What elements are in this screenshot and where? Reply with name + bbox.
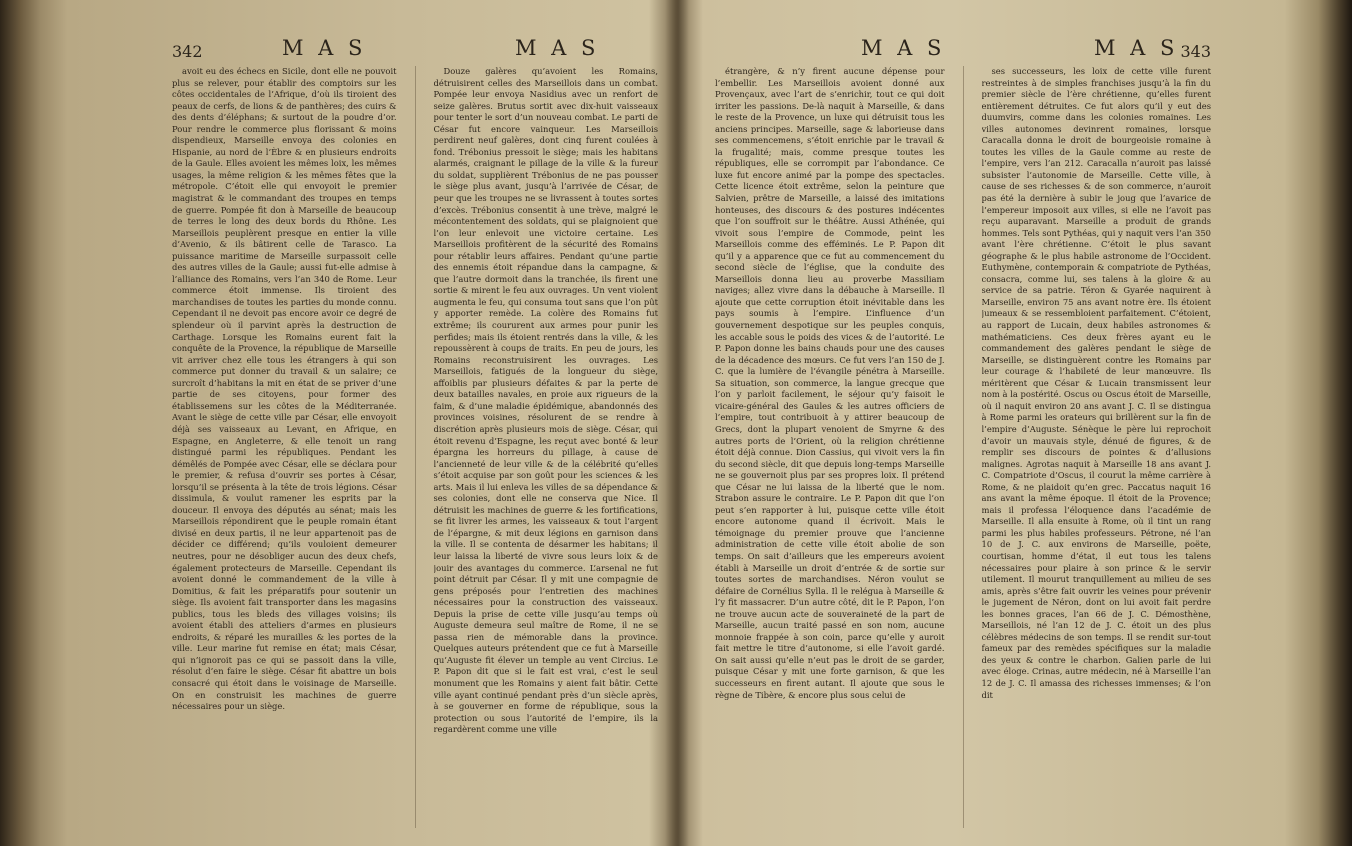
right-column-2-text: ses successeurs, les loix de cette ville furent restreintes à de simples franchises jusqu’à la fin du premier siècle de l’ère chrétienne, qu’elles furent entièrement détruites. Ce fut alors qu’il y eut des duumvirs, comme dans les colonies romaines. Les villes autonomes devinrent romaines, lorsque Caracalla donna le droit de bourgeoisie romaine à toutes les villes de la Gaule comme au reste de l’empire, vers l’an 212. Caracalla n’auroit pas laissé subsister l’autonomie de Marseille. Cette ville, à cause de ses richesses & de son commerce, n’auroit pas été la dernière à subir le joug que l’avarice de l’empereur imposoit aux villes, si elle ne l’avoit pas reçu auparavant. Marseille a produit de grands hommes. Tels sont Pythéas, qui y naquit vers l’an 350 avant l’ère chrétienne. C’étoit le plus savant géographe & le plus habile astronome de l’Occident. Euthymène, contemporain & compatriote de Pythéas, consacra, comme lui, ses talens à la gloire & au service de sa patrie. Téron & Gyarée naquirent à Marseille, environ 75 ans avant notre ère. Ils étoient jumeaux & se ressembloient parfaitement. C’étoient, au rapport de Lucain, deux habiles astronomes & mathématiciens. Ces deux frères ayant eu le commandement des galères pendant le siège de Marseille, se distinguèrent contre les Romains par leur courage & l’habileté de leur manœuvre. Ils méritèrent que César & Lucain transmissent leur nom à la postérité. Oscus ou Oscus étoit de Marseille, où il naquit environ 20 ans avant J. C. Il se distingua à Rome parmi les orateurs qui brillèrent sur la fin de l’empire d’Auguste. Sénèque le père lui reprochoit d’avoir un mauvais style, dénué de figures, & de remplir ses discours de pointes & d’allusions malignes. Agrotas naquit à Marseille 18 ans avant J. C. Compatriote d’Oscus, il courut la même carrière à Rome, & ne plaidoit qu’en grec. Paccatus naquit 16 ans avant la même époque. Il étoit de la Provence; mais il professa l’éloquence dans l’académie de Marseille. Il alla ensuite à Rome, où il tint un rang parmi les plus habiles professeurs. Pétrone, né l’an 10 de J. C. aux environs de Marseille, poëte, courtisan, homme d’état, il eut tous les talens nécessaires pour plaire à son prince & le servir utilement. Il mourut tranquillement au milieu de ses amis, après s’être fait ouvrir les veines pour prévenir le jugement de Néron, dont on lui avoit fait perdre les bonnes graces, l’an 66 de J. C. Démosthène, Marseillois, né l’an 12 de J. C. étoit un des plus célèbres médecins de son temps. Il se rendit sur-tout fameux par des remèdes spécifiques sur la maladie des yeux & contre le charbon. Galien parle de lui avec éloge. Crinas, autre médecin, né à Marseille l’an 12 de J. C. Il amassa des richesses immenses; & l’on dit [981, 66, 1211, 700]
left-column-1-text: avoit eu des échecs en Sicile, dont elle ne pouvoit plus se relever, pour établir des comptoirs sur les côtes occidentales de l’Afrique, d’où ils tiroient des peaux de cerfs, de lions & de panthères; des cuirs & des dents d’éléphans; & surtout de la poudre d’or. Pour rendre le commerce plus florissant & moins dispendieux, Marseille envoya des colonies en Hispanie, au nord de l’Èbre & en plusieurs endroits de la Gaule. Elles avoient les mêmes loix, les mêmes usages, la même religion & les mêmes fêtes que la métropole. C’étoit elle qui envoyoit le premier magistrat & le commandant des troupes en temps de guerre. Pompée fit don à Marseille de beaucoup de terres le long des deux bords du Rhône. Les Marseillois peuplèrent presque en entier la ville d’Avenio, & ils bâtirent celle de Tarasco. La puissance maritime de Marseille surpassoit celle des autres villes de la Gaule; aussi fut-elle admise à l’alliance des Romains, vers l’an 340 de Rome. Leur commerce étoit immense. Ils tiroient des marchandises de toutes les parties du monde connu. Cependant il ne devoit pas encore avoir ce degré de splendeur où il parvint après la destruction de Carthage. Lorsque les Romains eurent fait la conquête de la Provence, la république de Marseille vit arriver chez elle tous les étrangers à qui son commerce put donner du travail & un salaire; ce surcroît d’habitans la mit en état de se priver d’une partie de ses citoyens, pour former des établissemens sur les côtes de la Méditerranée. Avant le siège de cette ville par César, elle envoyoit déjà ses vaisseaux au Levant, en Afrique, en Espagne, en Angleterre, & elle tenoit un rang distingué parmi les républiques. Pendant les démêlés de Pompée avec César, elle se déclara pour le premier, & refusa d’ouvrir ses portes à César, lorsqu’il se présenta à la tête de trois légions. César dissimula, & voulut ramener les esprits par la douceur. Il envoya des députés au sénat; mais les Marseillois répondirent que le peuple romain étant divisé en deux partis, il ne leur appartenoit pas de décider ce différend; qu’ils vouloient demeurer neutres, pour ne désobliger aucun des deux chefs, également protecteurs de Marseille. Cependant ils avoient donné le commandement de la ville à Domitius, & fait les préparatifs pour soutenir un siège. Ils avoient fait transporter dans les magasins publics, tous les bleds des villages voisins; ils avoient établi des atteliers d’armes en plusieurs endroits, & réparé les murailles & les portes de la ville. Leur marine fut remise en état; mais César, qui n’ignoroit pas ce qui se passoit dans la ville, résolut d’en faire le siège. César fit abattre un bois consacré qui étoit dans le voisinage de Marseille. On en construisit les machines de guerre nécessaires pour un siège. [172, 66, 397, 712]
left-head-word-1: M A S [282, 36, 367, 60]
left-columns [172, 66, 658, 828]
right-column-rule [963, 66, 964, 828]
left-column-rule [415, 66, 416, 828]
right-column-1 [715, 66, 945, 828]
left-head-word-2: M A S [515, 36, 600, 60]
right-column-1-text: étrangère, & n’y firent aucune dépense pour l’embellir. Les Marseillois avoient donné aux Provençaux, avec l’art de s’enrichir, tout ce qui doit irriter les passions. De-là naquit à Marseille, & dans le reste de la Provence, un luxe qui détruisit tous les anciens principes. Marseille, sage & laborieuse dans ses commencemens, s’étoit enrichie par le travail & la frugalité; mais, comme presque toutes les républiques, elle se corrompit par l’abondance. Ce luxe fut encore animé par la pompe des spectacles. Cette licence étoit extrême, selon la peinture que Salvien, prêtre de Marseille, a laissé des imitations honteuses, des discours & des postures indécentes que l’on souffroit sur le théâtre. Aussi Athénée, qui vivoit sous l’empire de Commode, peint les Marseillois comme des efféminés. Le P. Papon dit qu’il y a apparence que ce fut au commencement du second siècle de l’église, que la conduite des Marseillois donna lieu au proverbe Massiliam naviges; allez vivre dans la débauche à Marseille. Il ajoute que cette corruption étoit inévitable dans les pays soumis à l’empire. L’influence d’un gouvernement despotique sur les peuples conquis, les accable sous le poids des vices & de l’autorité. Le P. Papon donne les bains chauds pour une des causes de la décadence des mœurs. Ce fut vers l’an 150 de J. C. que la lumière de l’évangile pénétra à Marseille. Sa situation, son commerce, la langue grecque que l’on y parloit facilement, le séjour qu’y faisoit le vicaire-général des Gaules & les autres officiers de l’empire, tout contribuoit à y attirer beaucoup de Grecs, dont la plupart venoient de Smyrne & des autres ports de l’Orient, où la religion chrétienne étoit déjà connue. Dion Cassius, qui vivoit vers la fin du second siècle, dit que depuis long-temps Marseille ne se gouvernoit plus par ses propres loix. Il prétend que César ne lui laissa de la liberté que le nom. Strabon assure le contraire. Le P. Papon dit que l’on peut s’en rapporter à lui, puisque cette ville étoit encore autonome quand il écrivoit. Mais le témoignage du premier prouve que l’ancienne administration de cette ville étoit abolie de son temps. On sait d’ailleurs que les empereurs avoient établi à Marseille un droit d’entrée & de sortie sur toutes sortes de marchandises. Néron voulut se défaire de Cornélius Sylla. Il le relégua à Marseille & l’y fit massacrer. D’un autre côté, dit le P. Papon, l’on ne trouve aucun acte de souveraineté de la part de Marseille, aucun traité passé en son nom, aucune monnoie frappée à son coin, parce qu’elle y auroit fait mettre le titre d’autonome, si elle l’avoit gardé. On sait aussi qu’elle n’eut pas le droit de se garder, puisque César y mit une forte garnison, & que les successeurs en firent autant. Il ajoute que sous le règne de Tibère, & encore plus sous celui de [715, 66, 945, 700]
right-column-2 [982, 66, 1212, 828]
right-head-word-1: M A S [861, 36, 946, 60]
right-page [693, 24, 1233, 836]
right-columns [715, 66, 1211, 828]
left-page-number: 342 [172, 42, 203, 61]
left-running-head [150, 24, 680, 64]
left-page [150, 24, 680, 836]
right-page-number: 343 [1180, 42, 1211, 61]
left-column-1 [172, 66, 397, 828]
left-column-2-text: Douze galères qu’avoient les Romains, détruisirent celles des Marseillois dans un combat. Pompée leur envoya Nasidius avec un renfort de seize galères. Brutus sortit avec dix-huit vaisseaux pour tenter le sort d’un nouveau combat. Le parti de César fut encore vainqueur. Les Marseillois perdirent neuf galères, dont cinq furent coulées à fond. Trébonius pressoit le siège; mais les habitans alarmés, craignant le pillage de la ville & la fureur du soldat, supplièrent Trébonius de ne pas pousser le siège plus avant, jusqu’à l’arrivée de César, de peur que les troupes ne se livrassent à toutes sortes d’excès. Trébonius consentit à une trève, malgré le mécontentement des soldats, qui se plaignoient que l’on leur enlevoit une victoire certaine. Les Marseillois profitèrent de la sécurité des Romains pour rétablir leurs affaires. Pendant qu’une partie des ennemis étoit répandue dans la campagne, & que l’autre dormoit dans la tranchée, ils firent une sortie & mirent le feu aux ouvrages. Un vent violent augmenta le feu, qui consuma tout sans que l’on pût y apporter remède. La colère des Romains fut extrême; ils coururent aux armes pour punir les perfides; mais ils étoient rentrés dans la ville, & les repoussèrent à coups de traits. En peu de jours, les Romains reconstruisirent les ouvrages. Les Marseillois, fatigués de la longueur du siège, affoiblis par plusieurs défaites & par la perte de deux batailles navales, en proie aux rigueurs de la faim, & d’une maladie épidémique, abandonnés des provinces voisines, résolurent de se rendre à discrétion après plusieurs mois de siège. César, qui étoit revenu d’Espagne, les reçut avec bonté & leur épargna les horreurs du pillage, à cause de l’ancienneté de leur ville & de la célébrité qu’elles s’étoit acquise par son goût pour les sciences & les arts. Mais il lui enleva les villes de sa dépendance & ses colonies, dont elle ne conserva que Nice. Il détruisit les machines de guerre & les fortifications, se fit livrer les armes, les vaisseaux & tout l’argent de l’épargne, & mit deux légions en garnison dans la ville. Il se contenta de désarmer les habitans; il leur laissa la liberté de vivre sous leurs loix & de jouir des avantages du commerce. L’arsenal ne fut point détruit par César. Il y mit une compagnie de gens préposés pour l’entretien des machines nécessaires pour la construction des vaisseaux. Depuis la prise de cette ville jusqu’au temps où Auguste demeura seul maître de Rome, il ne se passa rien de mémorable dans la province. Quelques auteurs prétendent que ce fut à Marseille qu’Auguste fit élever un temple au vent Circius. Le P. Papon dit que si le fait est vrai, c’est le seul monument que les Romains y aient fait bâtir. Cette ville ayant continué pendant près d’un siècle après, à se gouverner en forme de république, sous la protection ou sous l’autorité de l’empire, ils la regardèrent comme une ville [433, 66, 658, 735]
left-column-2 [434, 66, 659, 828]
right-running-head [693, 24, 1233, 64]
right-head-word-2: M A S [1094, 36, 1179, 60]
